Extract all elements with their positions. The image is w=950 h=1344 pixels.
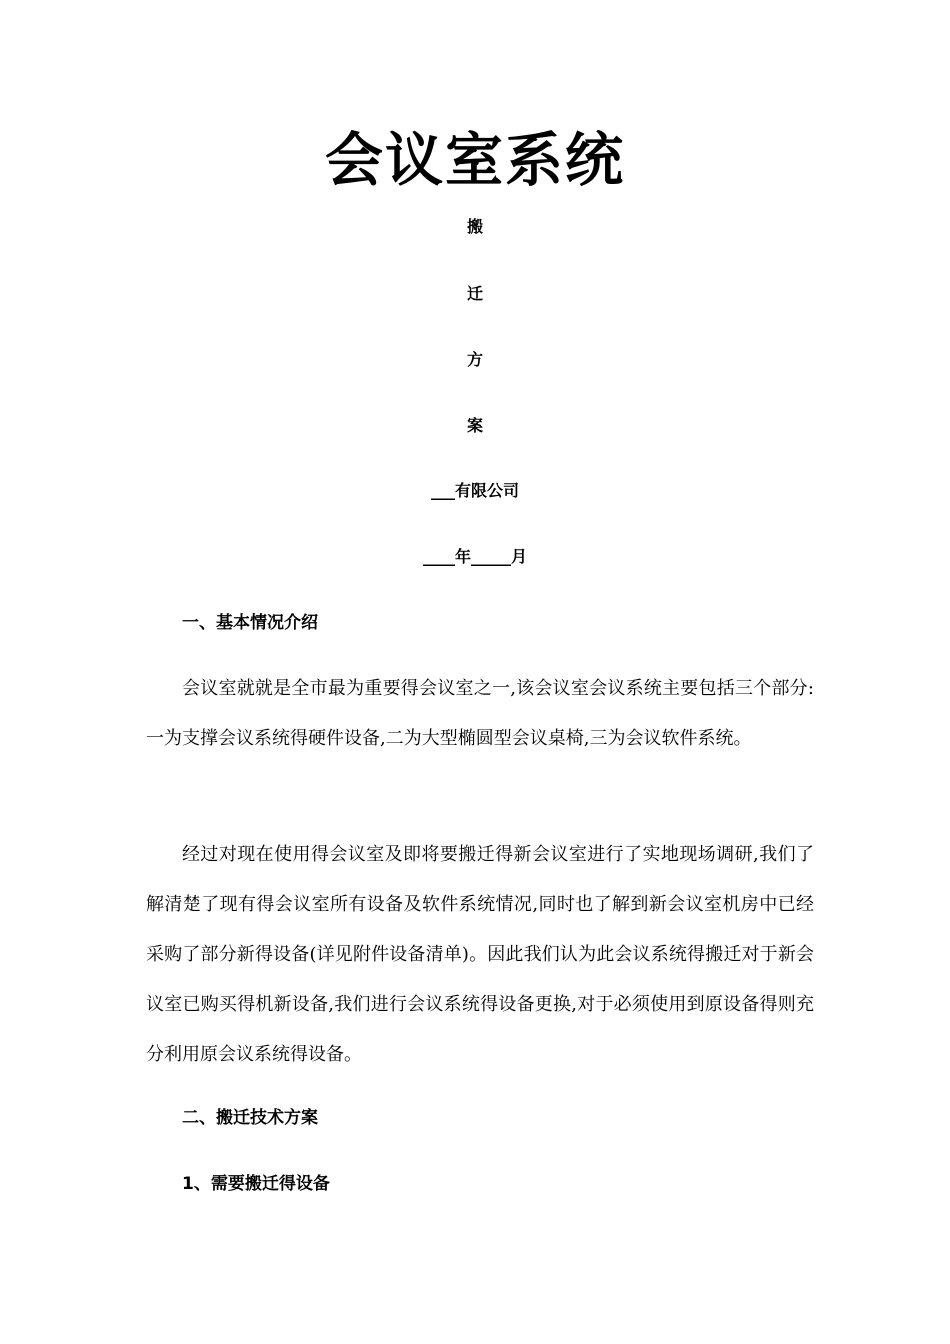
company-line: ___有限公司 xyxy=(430,481,519,500)
subtitle-char-1: 搬 xyxy=(466,217,483,236)
paragraph-survey: 经过对现在使用得会议室及即将要搬迁得新会议室进行了实地现场调研,我们了解清楚了现有得会议室所有设备及软件系统情况,同时也了解到新会议室机房中已经采购了部分新得设备(详见附件设备清单)。因此我们认为此会议系统得搬迁对于新会议室已购买得机新设备,我们进行会议系统得设备更换,对于必须使用到原设备得则充分利用原会议系统得设备。 xyxy=(146,844,814,1065)
subsection-heading-equipment: 1、需要搬迁得设备 xyxy=(182,1174,330,1194)
date-line: ____年_____月 xyxy=(422,547,527,566)
section-heading-relocation-plan: 二、搬迁技术方案 xyxy=(182,1108,318,1128)
paragraph-intro: 会议室就就是全市最为重要得会议室之一,该会议室会议系统主要包括三个部分:一为支撑会议系统得硬件设备,二为大型椭圆型会议桌椅,三为会议软件系统。 xyxy=(146,678,814,749)
subtitle-char-2: 迁 xyxy=(466,284,483,303)
section-heading-basic-info: 一、基本情况介绍 xyxy=(182,613,318,633)
subtitle-char-4: 案 xyxy=(466,416,483,435)
document-title: 会议室系统 xyxy=(324,126,625,194)
subtitle-char-3: 方 xyxy=(466,350,483,369)
